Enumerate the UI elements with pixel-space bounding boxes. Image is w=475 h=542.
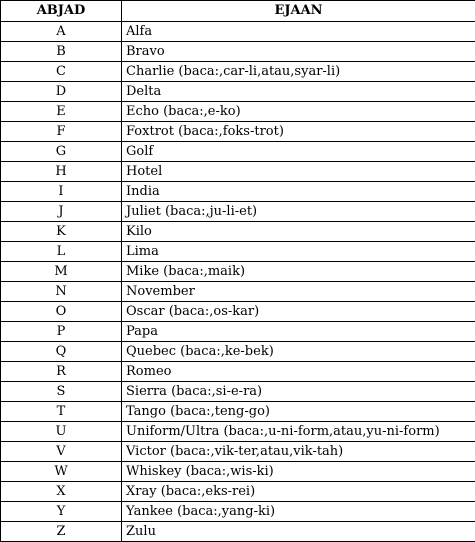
- spelling-cell: Foxtrot (baca:,foks-trot): [122, 122, 475, 142]
- letter-cell: Y: [1, 502, 122, 522]
- spelling-cell: Charlie (baca:,car-li,atau,syar-li): [122, 62, 475, 82]
- spelling-cell: Kilo: [122, 222, 475, 242]
- letter-cell: I: [1, 182, 122, 202]
- table-body: [1, 22, 475, 542]
- table-row: [1, 502, 475, 522]
- header-ejaan: EJAAN: [122, 1, 475, 22]
- letter-cell: G: [1, 142, 122, 162]
- table-row: [1, 362, 475, 382]
- letter-cell: K: [1, 222, 122, 242]
- table-row: [1, 262, 475, 282]
- table-row: [1, 482, 475, 502]
- letter-cell: V: [1, 442, 122, 462]
- spelling-cell: Papa: [122, 322, 475, 342]
- table-row: [1, 402, 475, 422]
- spelling-cell: Lima: [122, 242, 475, 262]
- table-row: [1, 322, 475, 342]
- header-abjad: ABJAD: [1, 1, 122, 22]
- letter-cell: T: [1, 402, 122, 422]
- table-row: [1, 382, 475, 402]
- letter-cell: W: [1, 462, 122, 482]
- letter-cell: E: [1, 102, 122, 122]
- table-row: [1, 462, 475, 482]
- letter-cell: M: [1, 262, 122, 282]
- letter-cell: F: [1, 122, 122, 142]
- table-row: [1, 82, 475, 102]
- spelling-cell: Delta: [122, 82, 475, 102]
- spelling-cell: Sierra (baca:,si-e-ra): [122, 382, 475, 402]
- table-row: [1, 442, 475, 462]
- letter-cell: B: [1, 42, 122, 62]
- spelling-cell: Bravo: [122, 42, 475, 62]
- letter-cell: Q: [1, 342, 122, 362]
- spelling-cell: Mike (baca:,maik): [122, 262, 475, 282]
- letter-cell: S: [1, 382, 122, 402]
- spelling-cell: Golf: [122, 142, 475, 162]
- spelling-cell: Tango (baca:,teng-go): [122, 402, 475, 422]
- table-row: [1, 242, 475, 262]
- letter-cell: R: [1, 362, 122, 382]
- letter-cell: X: [1, 482, 122, 502]
- spelling-cell: Hotel: [122, 162, 475, 182]
- spelling-cell: Romeo: [122, 362, 475, 382]
- spelling-cell: Yankee (baca:,yang-ki): [122, 502, 475, 522]
- spelling-cell: Alfa: [122, 22, 475, 42]
- table-row: [1, 182, 475, 202]
- spelling-cell: Echo (baca:,e-ko): [122, 102, 475, 122]
- spelling-cell: November: [122, 282, 475, 302]
- table-row: [1, 142, 475, 162]
- table-row: [1, 422, 475, 442]
- table-row: [1, 202, 475, 222]
- table-row: [1, 102, 475, 122]
- table-row: [1, 162, 475, 182]
- spelling-cell: India: [122, 182, 475, 202]
- letter-cell: C: [1, 62, 122, 82]
- table-row: [1, 222, 475, 242]
- letter-cell: L: [1, 242, 122, 262]
- spelling-cell: Oscar (baca:,os-kar): [122, 302, 475, 322]
- table-row: [1, 342, 475, 362]
- letter-cell: U: [1, 422, 122, 442]
- letter-cell: J: [1, 202, 122, 222]
- table-row: [1, 62, 475, 82]
- table-row: [1, 282, 475, 302]
- table-row: [1, 22, 475, 42]
- spelling-cell: Juliet (baca:,ju-li-et): [122, 202, 475, 222]
- spelling-cell: Whiskey (baca:,wis-ki): [122, 462, 475, 482]
- letter-cell: P: [1, 322, 122, 342]
- spelling-cell: Quebec (baca:,ke-bek): [122, 342, 475, 362]
- table-header-row: [1, 1, 475, 22]
- table-row: [1, 522, 475, 542]
- spelling-cell: Uniform/Ultra (baca:,u-ni-form,atau,yu-ni-form): [122, 422, 475, 442]
- letter-cell: O: [1, 302, 122, 322]
- spelling-cell: Xray (baca:,eks-rei): [122, 482, 475, 502]
- letter-cell: A: [1, 22, 122, 42]
- table-row: [1, 42, 475, 62]
- letter-cell: N: [1, 282, 122, 302]
- table-row: [1, 122, 475, 142]
- table-row: [1, 302, 475, 322]
- letter-cell: D: [1, 82, 122, 102]
- letter-cell: Z: [1, 522, 122, 542]
- letter-cell: H: [1, 162, 122, 182]
- spelling-cell: Zulu: [122, 522, 475, 542]
- spelling-cell: Victor (baca:,vik-ter,atau,vik-tah): [122, 442, 475, 462]
